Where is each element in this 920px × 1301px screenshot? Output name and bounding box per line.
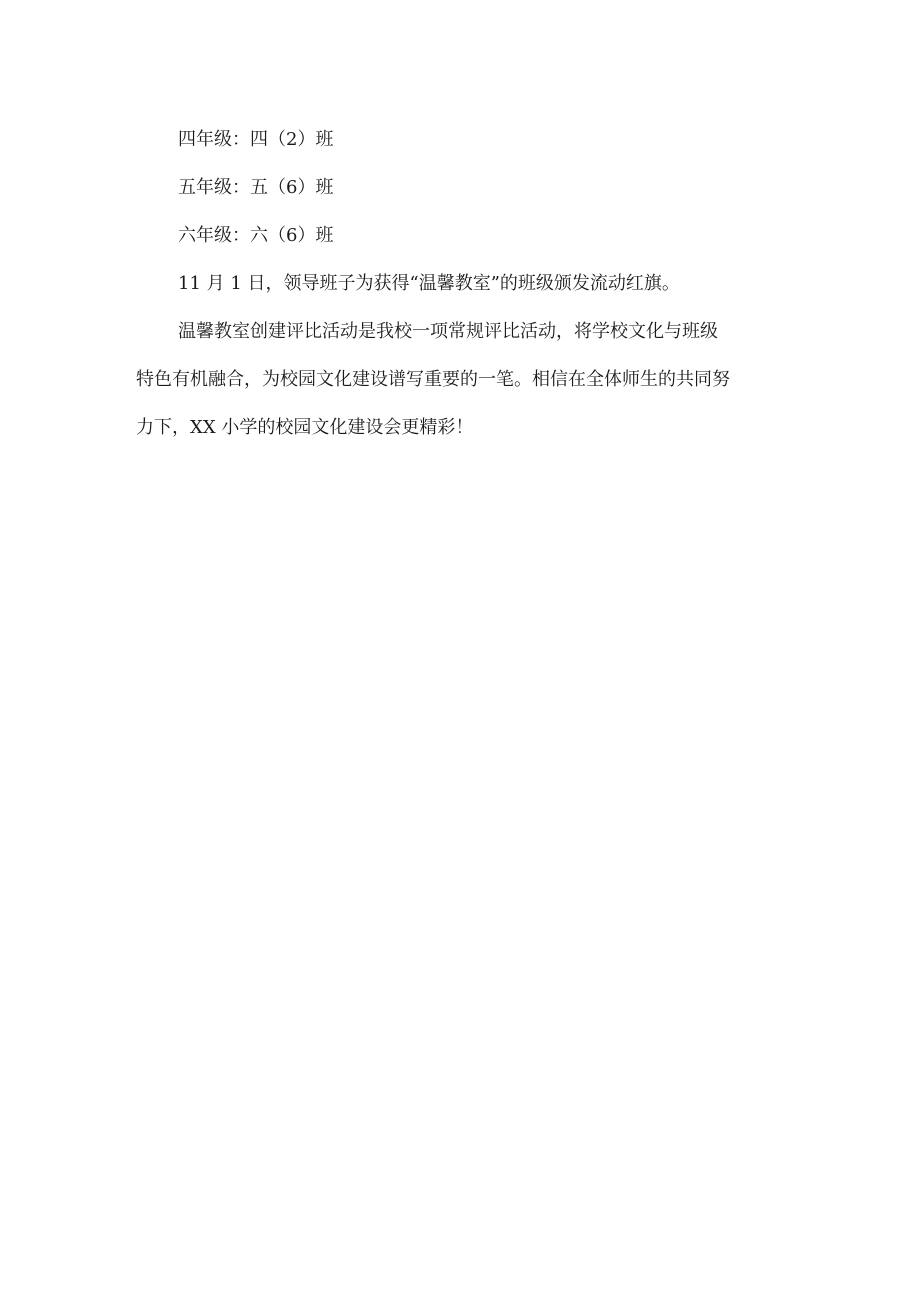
grade-six-line: 六年级：六（6）班 [178,225,334,246]
document-body [136,124,800,460]
grade-five-line: 五年级：五（6）班 [178,177,334,198]
closing-paragraph-line-3: 力下，XX 小学的校园文化建设会更精彩！ [136,417,474,438]
grade-four-line: 四年级：四（2）班 [178,129,334,150]
award-ceremony-line: 11 月 1 日，领导班子为获得“温馨教室”的班级颁发流动红旗。 [178,273,680,294]
closing-paragraph-line-2: 特色有机融合，为校园文化建设谱写重要的一笔。相信在全体师生的共同努 [136,369,730,390]
closing-paragraph [136,316,800,444]
closing-paragraph-line-1: 温馨教室创建评比活动是我校一项常规评比活动，将学校文化与班级 [178,321,718,342]
